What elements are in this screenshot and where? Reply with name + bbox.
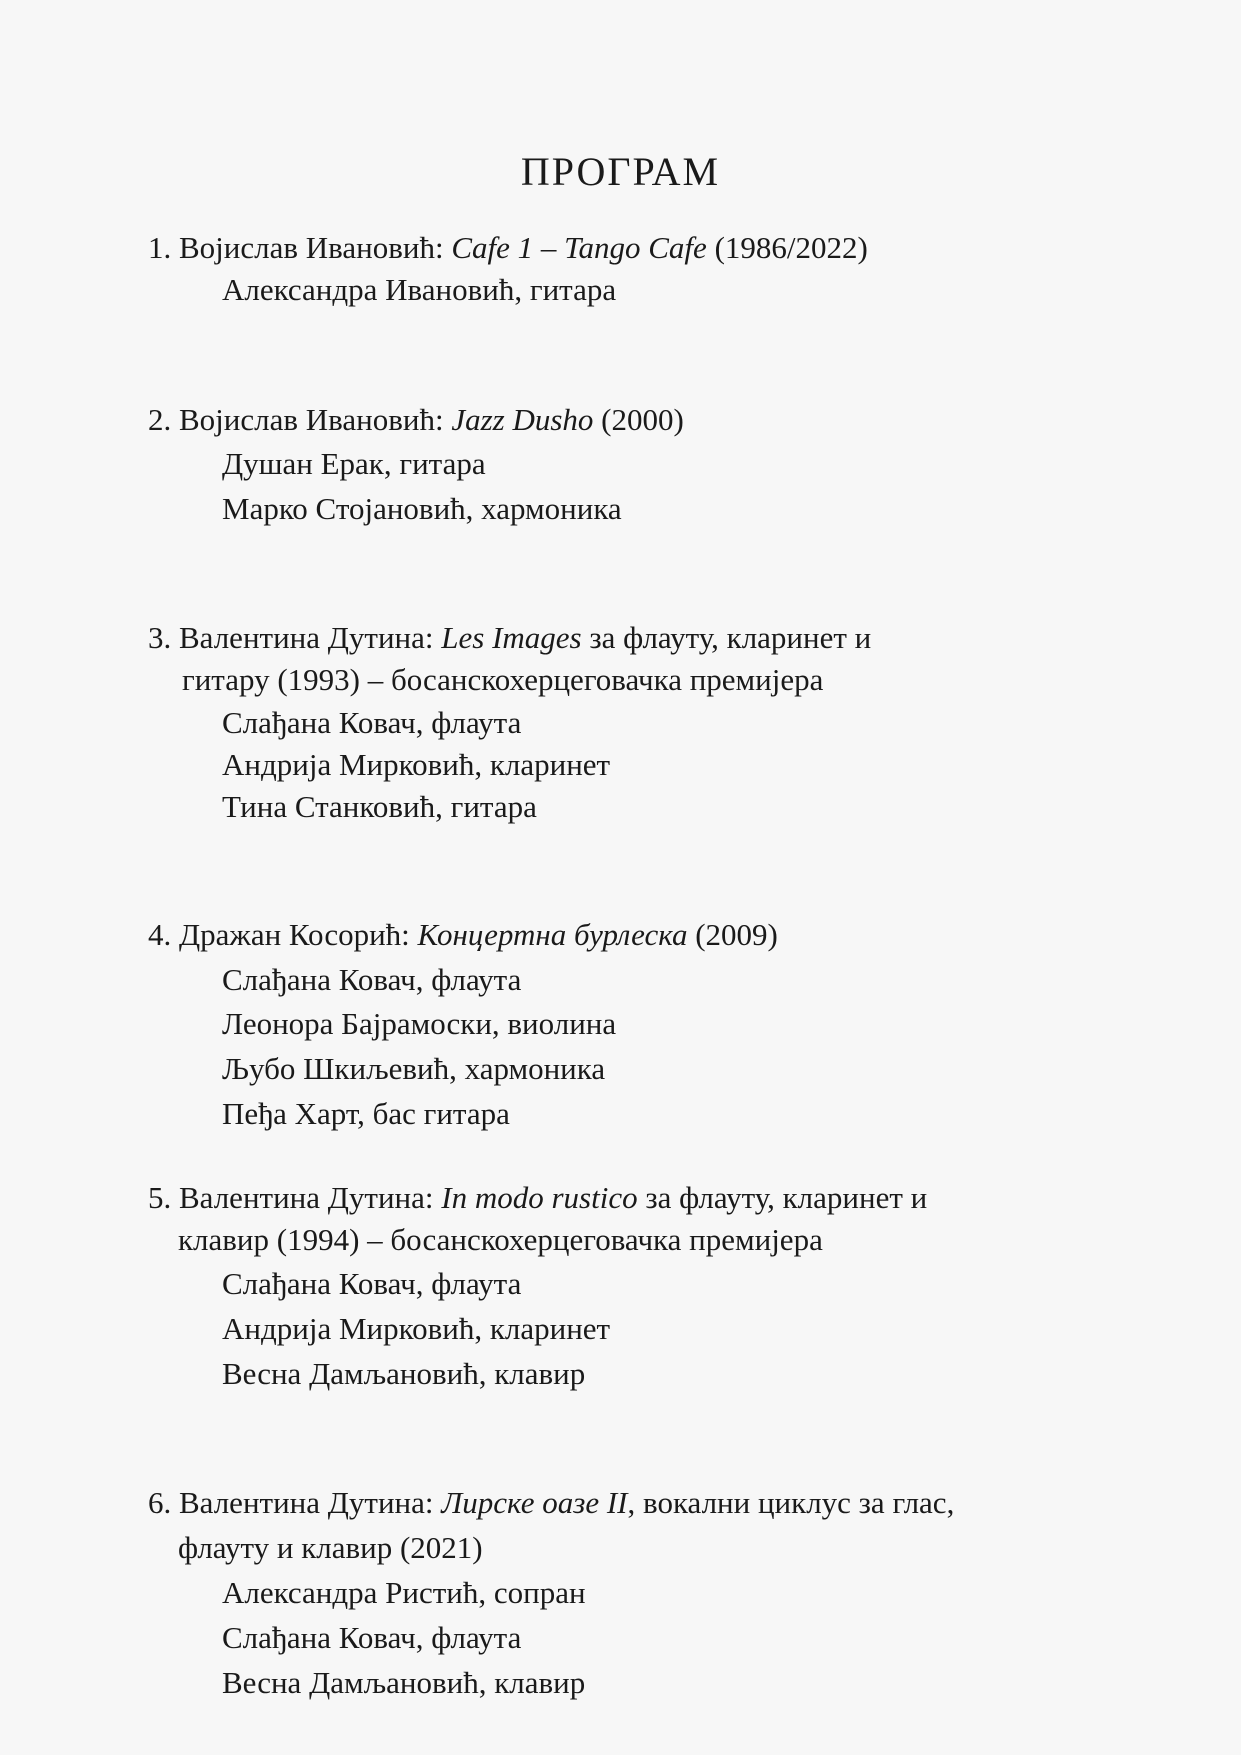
performer: Александра Ристић, сопран bbox=[222, 1575, 586, 1610]
work-details-continued: флауту и клавир (2021) bbox=[178, 1530, 483, 1565]
performer: Слађана Ковач, флаута bbox=[222, 1620, 522, 1655]
composer: Валентина Дутина: bbox=[179, 1180, 434, 1215]
item-number: 2. bbox=[148, 402, 172, 437]
work-title: Концертна бурлеска bbox=[417, 917, 688, 952]
performer: Андрија Мирковић, кларинет bbox=[222, 747, 611, 782]
program-item-5-heading bbox=[148, 1180, 927, 1216]
work-title: Лирске оазе II bbox=[441, 1485, 628, 1520]
performer: Слађана Ковач, флаута bbox=[222, 1266, 522, 1301]
program-item-1-heading bbox=[148, 230, 868, 266]
performer: Весна Дамљановић, клавир bbox=[222, 1665, 586, 1700]
work-details-continued: гитару (1993) – босанскохерцеговачка премијера bbox=[182, 662, 824, 697]
item-number: 5. bbox=[148, 1180, 172, 1215]
item-number: 4. bbox=[148, 917, 172, 952]
performer: Андрија Мирковић, кларинет bbox=[222, 1311, 611, 1346]
program-item-2-heading bbox=[148, 402, 684, 438]
performer: Пеђа Харт, бас гитара bbox=[222, 1096, 510, 1131]
work-title: Cafe 1 – Tango Cafe bbox=[451, 230, 707, 265]
performer: Слађана Ковач, флаута bbox=[222, 962, 522, 997]
composer: Валентина Дутина: bbox=[179, 1485, 434, 1520]
work-details: (2009) bbox=[695, 917, 778, 952]
work-details: (2000) bbox=[601, 402, 684, 437]
item-number: 1. bbox=[148, 230, 172, 265]
work-title: In modo rustico bbox=[441, 1180, 638, 1215]
work-details-continued: клавир (1994) – босанскохерцеговачка премијера bbox=[178, 1222, 823, 1257]
performer: Леонора Бајрамоски, виолина bbox=[222, 1006, 617, 1041]
program-item-6-heading bbox=[148, 1485, 954, 1521]
performer: Тина Станковић, гитара bbox=[222, 789, 537, 824]
performer: Марко Стојановић, хармоника bbox=[222, 491, 622, 526]
performer: Душан Ерак, гитара bbox=[222, 446, 486, 481]
performer: Слађана Ковач, флаута bbox=[222, 705, 522, 740]
performer: Љубо Шкиљевић, хармоника bbox=[222, 1051, 606, 1086]
item-number: 6. bbox=[148, 1485, 172, 1520]
composer: Дражан Косорић: bbox=[179, 917, 410, 952]
performer: Весна Дамљановић, клавир bbox=[222, 1356, 586, 1391]
work-details: за флауту, кларинет и bbox=[589, 620, 872, 655]
work-details: , вокални циклус за глас, bbox=[627, 1485, 955, 1520]
page-title: ПРОГРАМ bbox=[520, 149, 721, 194]
performer: Александра Ивановић, гитара bbox=[222, 272, 617, 307]
composer: Војислав Ивановић: bbox=[179, 402, 444, 437]
composer: Валентина Дутина: bbox=[179, 620, 434, 655]
composer: Војислав Ивановић: bbox=[179, 230, 444, 265]
work-details: (1986/2022) bbox=[714, 230, 868, 265]
item-number: 3. bbox=[148, 620, 172, 655]
work-details: за флауту, кларинет и bbox=[645, 1180, 928, 1215]
program-item-4-heading bbox=[148, 917, 778, 953]
program-item-3-heading bbox=[148, 620, 871, 656]
work-title: Jazz Dusho bbox=[451, 402, 594, 437]
work-title: Les Images bbox=[441, 620, 582, 655]
